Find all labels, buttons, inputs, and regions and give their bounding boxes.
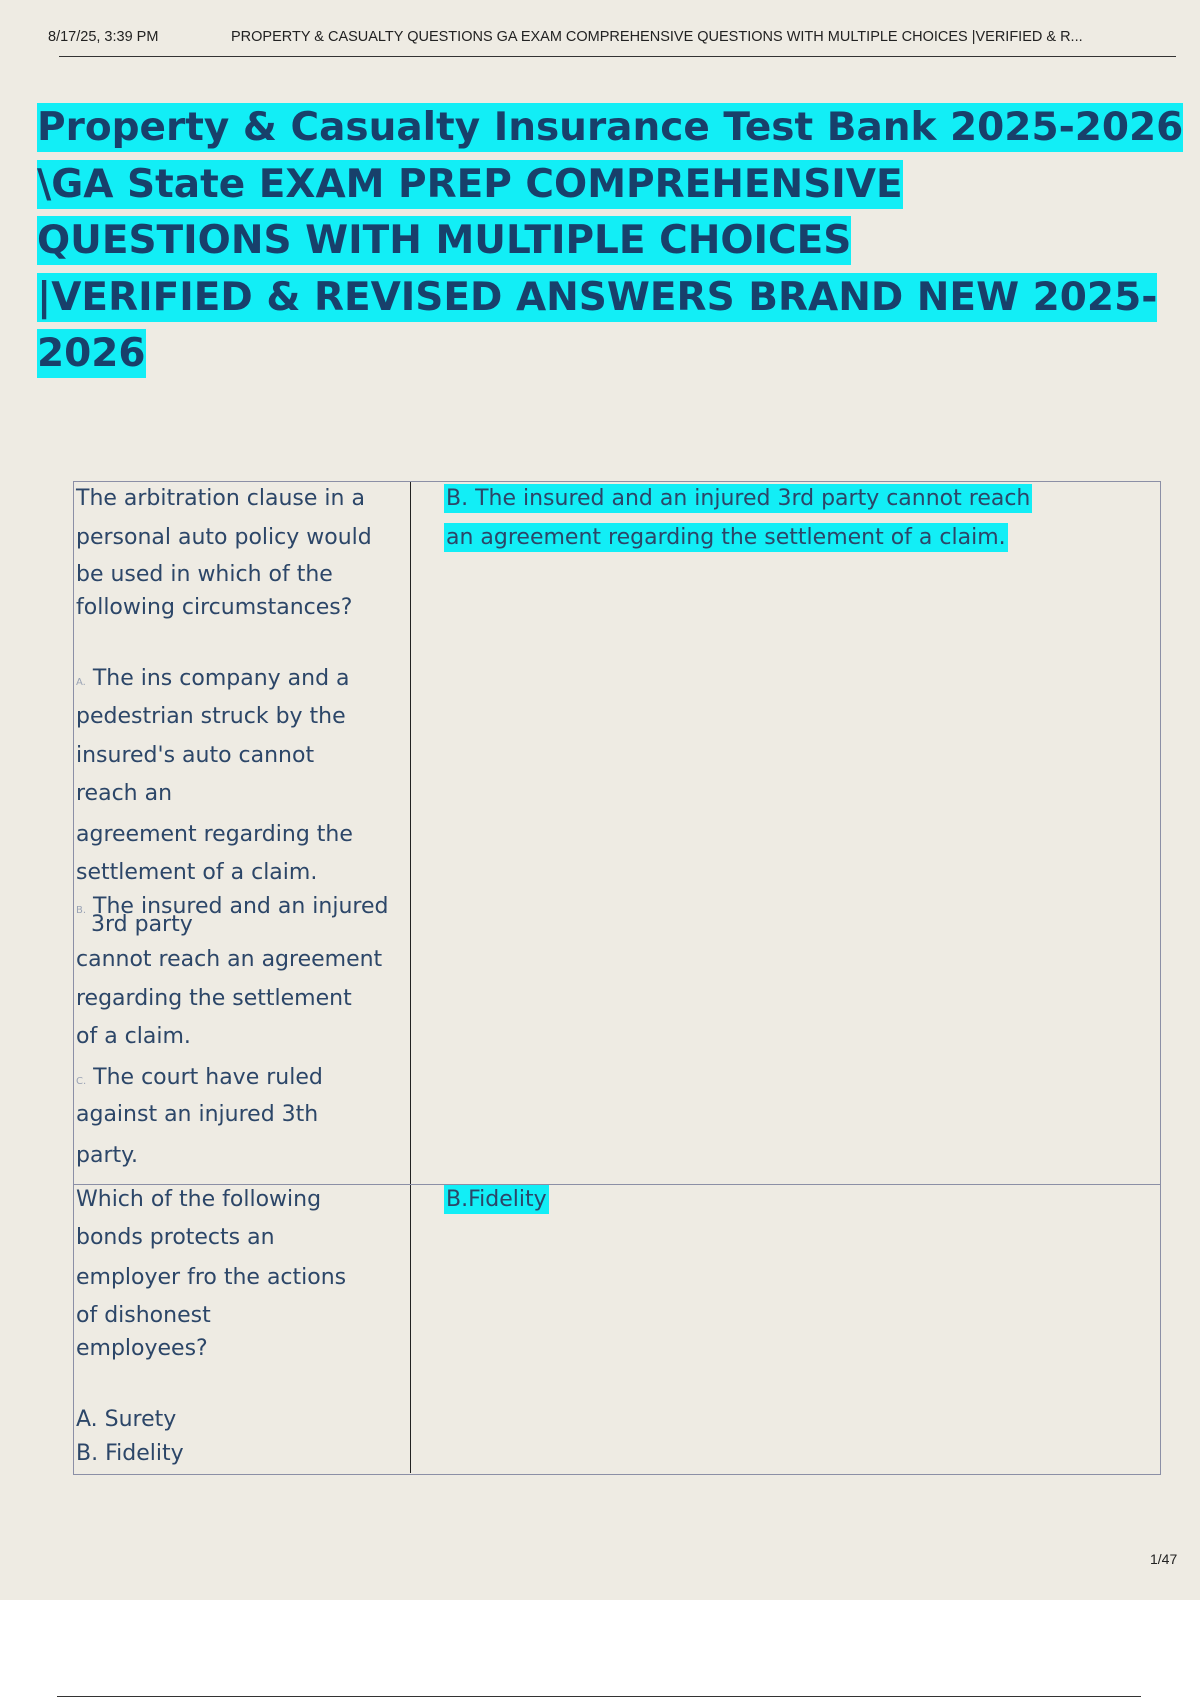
table-row — [74, 482, 1160, 1185]
print-date: 8/17/25, 3:39 PM — [48, 29, 159, 45]
question-cell — [74, 1185, 411, 1473]
page-number: 1/47 — [1150, 1551, 1178, 1567]
option-line: regarding the settlement — [76, 986, 352, 1011]
question-line: employees? — [76, 1336, 208, 1361]
option-marker: B. — [76, 905, 87, 916]
option-line: against an injured 3th — [76, 1102, 319, 1127]
option-line: of a claim. — [76, 1024, 191, 1049]
option-line: party. — [76, 1143, 138, 1168]
title-line-5: 2026 — [37, 331, 146, 376]
option-marker: C. — [76, 1076, 87, 1087]
option-a: A. The ins company and a — [76, 666, 350, 691]
option-line: agreement regarding the — [76, 822, 353, 847]
option-line: A. Surety — [76, 1407, 177, 1432]
title-line-4: |VERIFIED & REVISED ANSWERS BRAND NEW 2025- — [37, 274, 1158, 320]
question-line: personal auto policy would — [76, 525, 372, 550]
question-line: Which of the following — [76, 1187, 322, 1212]
question-line: of dishonest — [76, 1303, 211, 1328]
option-line: cannot reach an agreement — [76, 947, 383, 972]
option-line: pedestrian struck by the — [76, 704, 346, 729]
question-line: The arbitration clause in a — [76, 486, 365, 511]
title-line-1: Property & Casualty Insurance Test Bank 2025-2026 — [37, 105, 1184, 150]
question-cell — [74, 482, 411, 1184]
answer-cell — [411, 482, 1160, 1184]
option-line: 3rd party — [91, 912, 193, 937]
answer-line: B.Fidelity — [446, 1187, 547, 1212]
print-title: PROPERTY & CASUALTY QUESTIONS GA EXAM COMPREHENSIVE QUESTIONS WITH MULTIPLE CHOICES |VERIFIED & R... — [231, 29, 1083, 45]
document-title — [37, 100, 1199, 383]
header-divider — [59, 56, 1176, 57]
title-line-2: \GA State EXAM PREP COMPREHENSIVE — [37, 161, 903, 207]
answer-line: an agreement regarding the settlement of a claim. — [446, 525, 1006, 550]
option-marker: A. — [76, 677, 86, 688]
question-line: be used in which of the — [76, 562, 333, 587]
question-line: bonds protects an — [76, 1225, 275, 1250]
option-line: B. Fidelity — [76, 1441, 184, 1466]
next-page-divider — [57, 1696, 1141, 1697]
answer-cell — [411, 1185, 1160, 1473]
qa-table — [73, 481, 1161, 1475]
answer-line: B. The insured and an injured 3rd party cannot reach — [446, 486, 1031, 511]
title-line-3: QUESTIONS WITH MULTIPLE CHOICES — [37, 218, 852, 263]
option-line: insured's auto cannot — [76, 743, 315, 768]
option-b: B. The insured and an injured — [76, 894, 389, 919]
option-c: C. The court have ruled — [76, 1065, 323, 1090]
print-header — [48, 29, 1176, 49]
question-line: employer fro the actions — [76, 1265, 347, 1290]
table-row — [74, 1185, 1160, 1473]
option-line: settlement of a claim. — [76, 860, 318, 885]
question-line: following circumstances? — [76, 595, 353, 620]
option-line: reach an — [76, 781, 173, 806]
